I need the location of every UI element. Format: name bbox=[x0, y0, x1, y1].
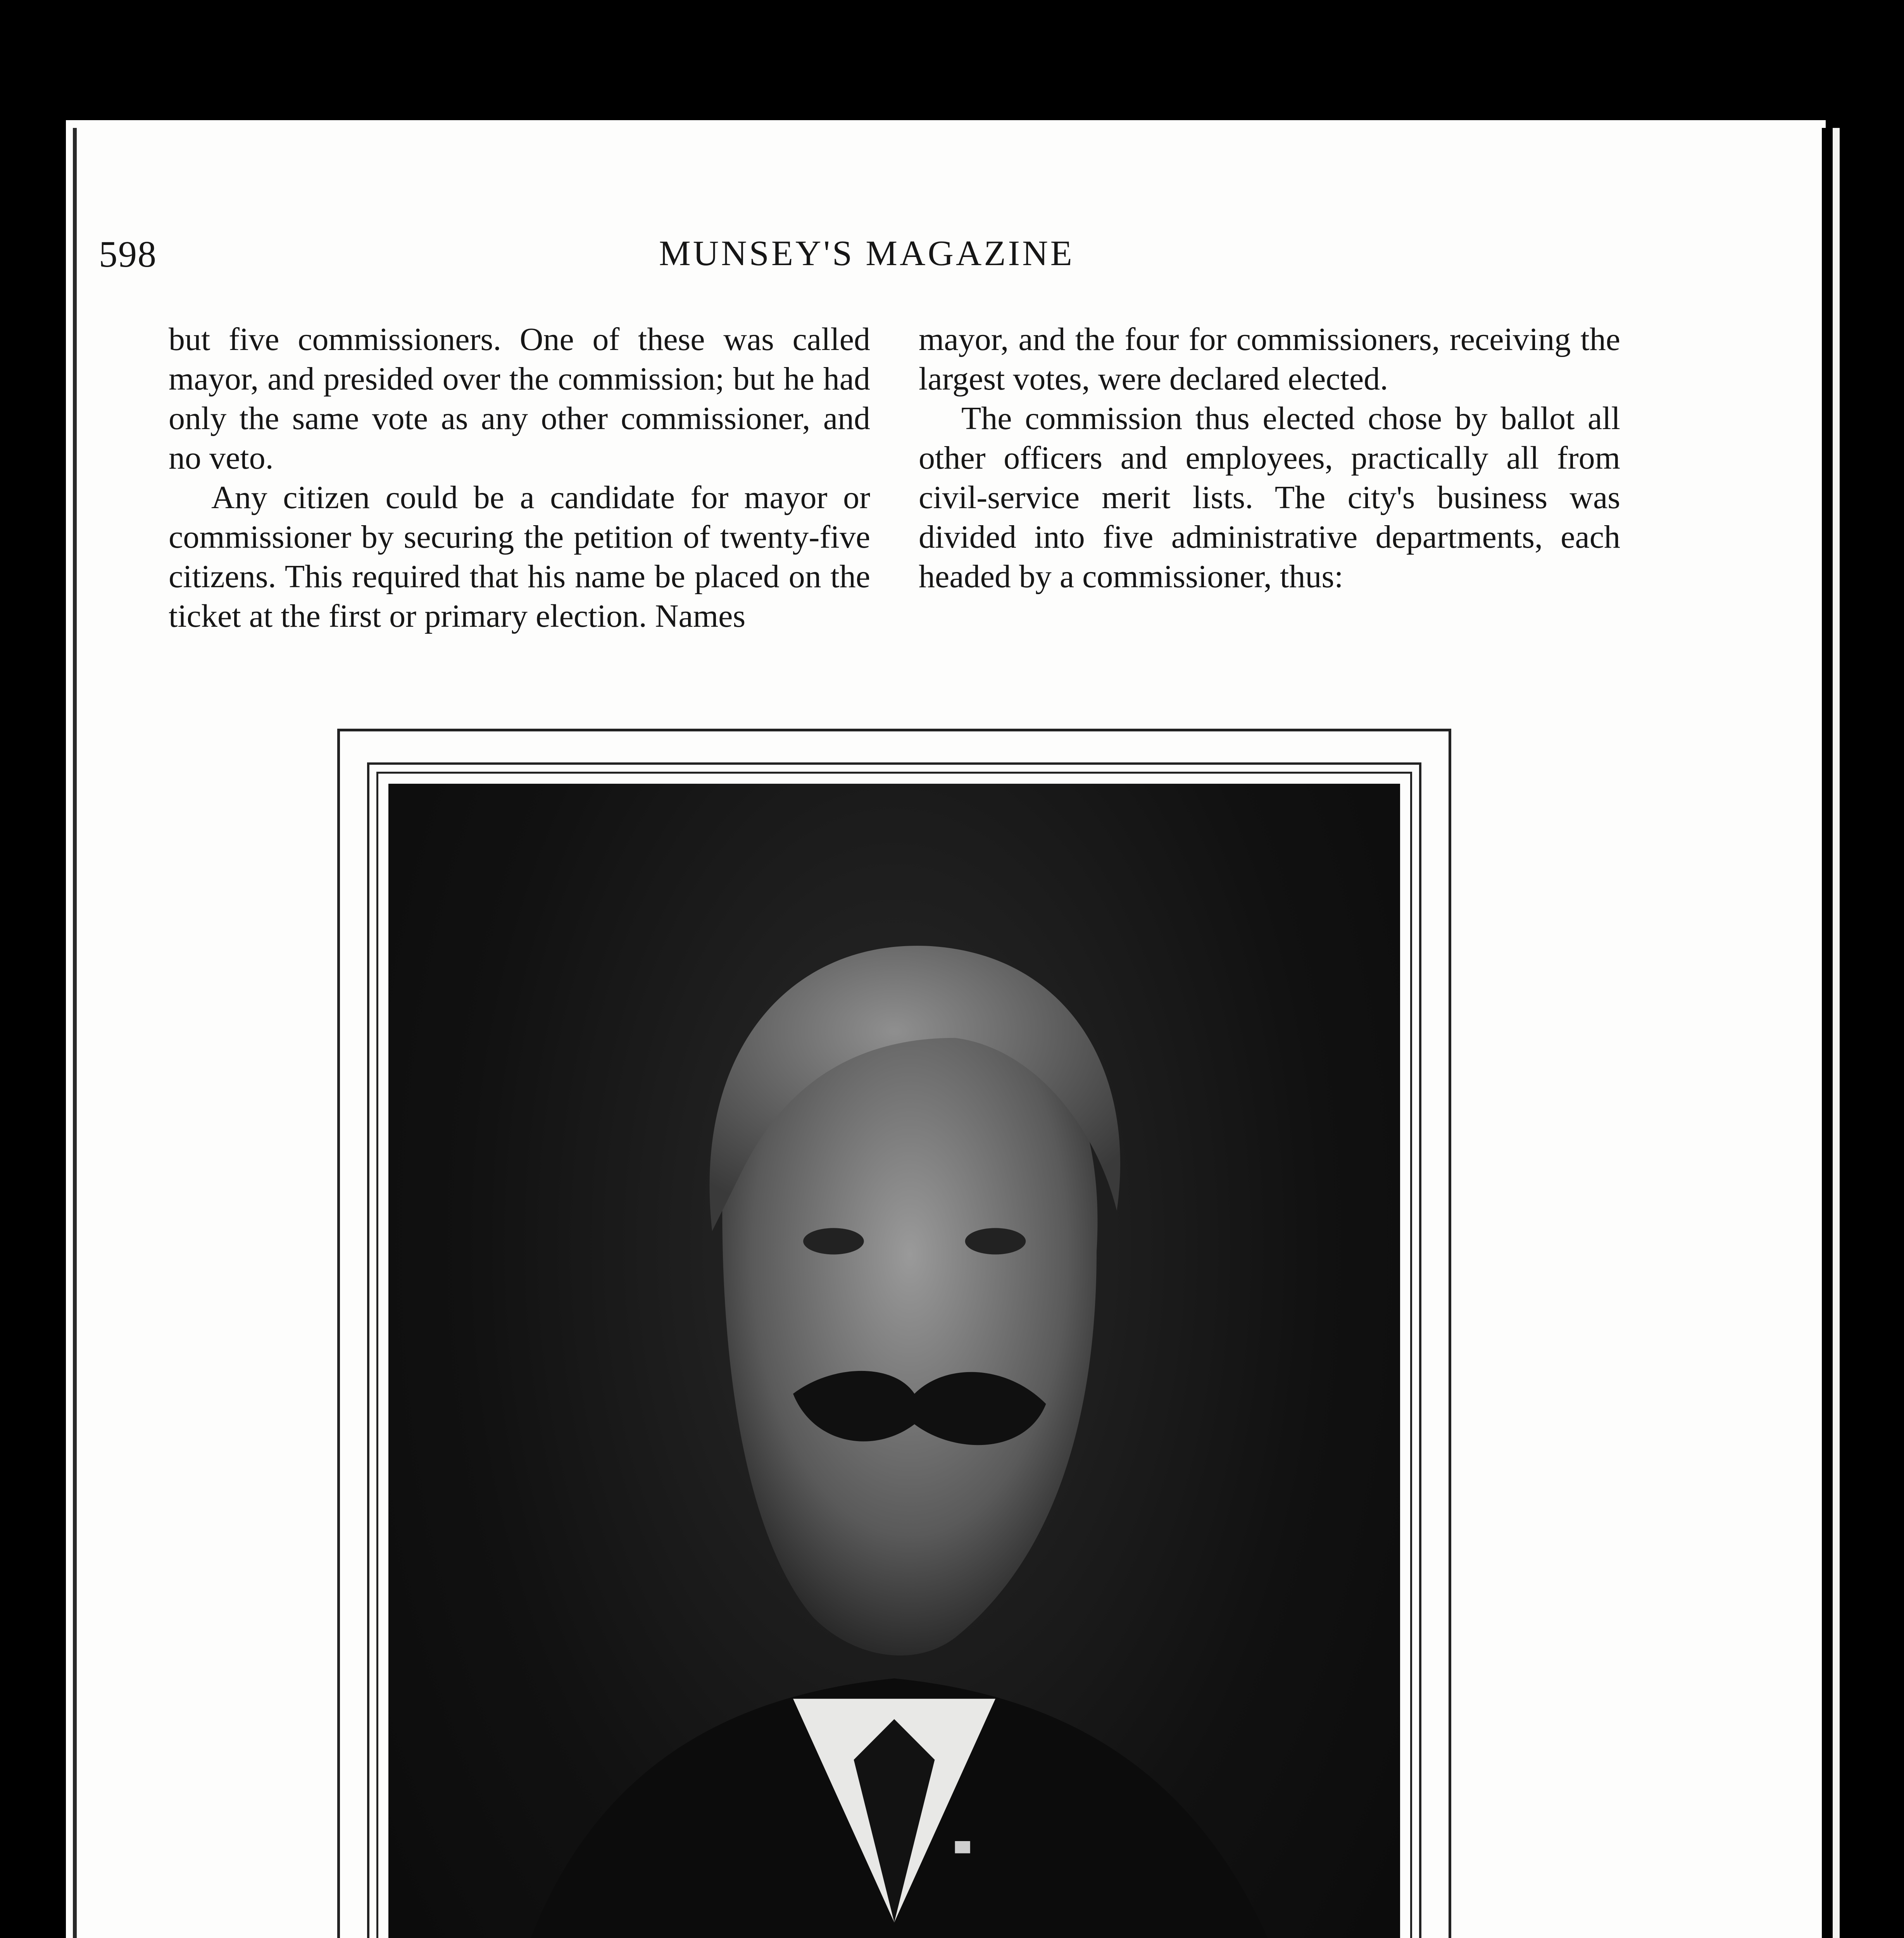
paragraph: but five commissioners. One of these was called mayor, and presided over the commission; but he had only the same vote as any other commissioner, and no veto. bbox=[169, 321, 870, 476]
column-top-left bbox=[169, 320, 870, 636]
facing-page-edge bbox=[1833, 128, 1840, 1938]
running-head: MUNSEY'S MAGAZINE bbox=[659, 233, 1074, 273]
paragraph: Any citizen could be a candidate for mayor or commissioner by securing the petition of twenty-five citizens. This required that his name be placed on the ticket at the first or primary election. Names bbox=[169, 479, 870, 634]
page-binding-edge bbox=[73, 128, 77, 1938]
portrait-photograph bbox=[388, 784, 1400, 1938]
portrait-figure bbox=[388, 784, 1400, 1938]
frame-rule-inner bbox=[376, 772, 1412, 1938]
frame-rule-outer bbox=[367, 762, 1421, 1938]
page-number: 598 bbox=[99, 233, 157, 275]
column-top-right bbox=[919, 320, 1620, 597]
paragraph: mayor, and the four for commissioners, receiving the largest votes, were declared elected. bbox=[919, 321, 1620, 397]
portrait-frame bbox=[337, 729, 1451, 1938]
paragraph: The commission thus elected chose by ballot all other officers and employees, practically all from civil-service merit lists. The city's business was divided into five administrative departments, each headed by a commissioner, thus: bbox=[919, 400, 1620, 595]
